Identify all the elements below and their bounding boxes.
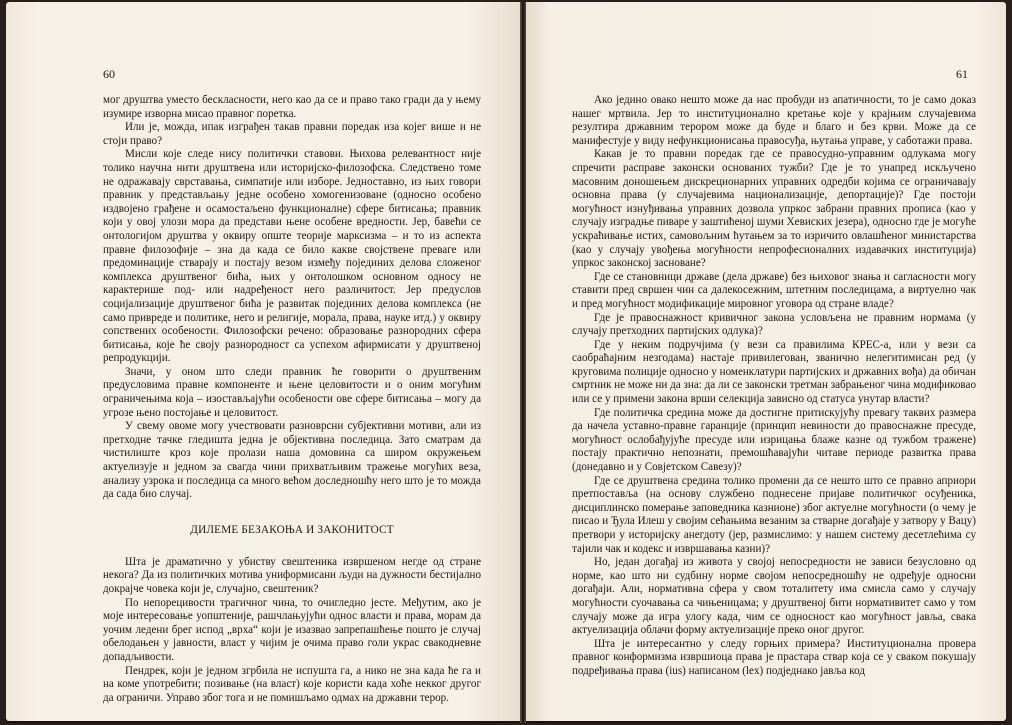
paragraph: По непорецивости трагичног чина, то очигледно јесте. Међутим, ако је моје интересовање уопштеније, рашчлањујући однос власти и права, морам да уочим ледени брег испод „врха“ који је изазвао запрепашћење пошто је случај обелодањен у јавности, власт у чијим је очима право голи украс свакодневне допадљивости.	[103, 596, 481, 663]
right-page	[526, 2, 1006, 721]
paragraph: Где је правоснажност кривичног закона условљена не правним нормама (у случају претходних партијских одлука)?	[572, 311, 976, 338]
paragraph: Пендрек, који је једном згрбила не испушта га, а нико не зна када ће га и на коме употребити; позивање (на власт) које користи када хоће некког другог да ограничи. Управо због тога и не помишљамо одмах на државни терор.	[103, 664, 481, 704]
paragraph: Или је, можда, ипак изграђен такав правни поредак иза којег више и не стоји право?	[103, 121, 481, 147]
paragraph: Значи, у оном што следи правник ће говорити о друштвеним предусловима правне компоненте и њене целовитости и о оним могућим ограничењима која – изостављајући особености ове сфере битисања – могу да угрозе њено постојање и целовитост.	[103, 365, 481, 419]
paragraph: Мисли које следе нису политички ставови. Њихова релевантност није толико научна нити друштвена или историјско-филозофска. Следствено томе не одражавају сврставања, симпатије или изборе. Једноставно, из њих говори правник у представљању једне особено хомогенизоване (односно особено издвојено грађене и осамостаљено функционалне) сфере битисања; правник који у овој улози мора да представи њене особене вредности. Јер, бавећи се онтологијом друштва у оквиру опште теорије марксизма – и то из аспекта правне филозофије – зна да када се било какве својствене преваге или предоминације стварају и постају везом између појединих делова сложеног комплекса друштвеног бића, њих у онтолошком основном односу не карактерише под- или надређеност него различитост. Јер предуслов социјализације друштвеног бића је развитак појединих делова комплекса (не само привреде и политике, него и религије, морала, права, науке итд.) у оквиру сопствених особености. Филозофски речено: образовање разнородних сфера битисања, које ће своју разнородност са успехом афирмисати у друштвеној репродукцији.	[103, 148, 481, 365]
page-number: 61	[956, 67, 968, 81]
left-page	[6, 2, 520, 721]
paragraph: Шта је интересантно у следу горњих примера? Институционална провера правног конформизма извршиоца права је прастара ствар која се у сваком покушају подређивања права (ius) написаном (lex) подједнако јавља код	[572, 637, 976, 677]
paragraph: Шта је драматично у убиству свештеника извршеном негде од стране некога? Да из политичких мотива униформисани људи на дужности бестијално докрајче човека који је, случајно, свештеник?	[103, 555, 481, 595]
paragraph: Где се становници државе (дела државе) без њиховог знања и сагласности могу ставити пред свршен чин са далекосежним, штетним последицама, а виртуелно чак и пред могућност модификације мировног уговора од стране владе?	[572, 270, 976, 310]
paragraph: У свему овоме могу учествовати разноврсни субјективни мотиви, али из претходне тачке гледишта једна је објективна последица. Зато сматрам да чистилиште кроз које пролази наша домовина са широм окружењем актуелизује и једном за свагда чини прихватљивим тражење могућих веза, анализу узрока и последица са много већом доследношћу него што је то можда да сада био случај.	[103, 420, 481, 501]
right-page-text	[572, 94, 976, 679]
page-number: 60	[103, 67, 115, 81]
paragraph: мог друштва уместо бескласности, него као да се и право тако гради да у њему изумире изворна мисао правног поретка.	[103, 94, 481, 120]
left-page-text	[103, 94, 481, 705]
paragraph: Ако једино овако нешто може да нас пробуди из апатичности, то је само доказ нашег мртвила. Јер то институционално кретање које у крајњим случајевима резултира државним терором може да буде и благо и без крви. Може да се манифестује у виду нефункционисања правосуђа, њутања управе, у саботажи права.	[572, 94, 976, 147]
book-spread	[6, 2, 1006, 723]
section-heading: ДИЛЕМЕ БЕЗАКОЊА И ЗАКОНИТОСТ	[190, 523, 394, 536]
paragraph: Где политичка средина може да достигне притискујућу превагу таквих размера да начела уставно-правне гаранције (принцип невиности до правоснажне пресуде, могућност ослобађујуће пресуде или изрицања блаже казне од тужбом тражене) постају практично непознати, премошћавајући читаве периоде развитка права (донедавно и у Совјетском Савезу)?	[572, 406, 976, 474]
paragraph: Какав је то правни поредак где се правосудно-управним одлукама могу спречити расправе законски основаних тужби? Где је то унапред искључено масовним доношењем дискреционарних управних одредби којима се ограничавају основна права (у случајевима национализације, депортације)? Где постоји могућност изнуђивања управних дозвола упркос забрани правних прописа (као у случају изградње пиваре у заштићеној шуми Хевиских језера), односно где је могуће ускраћивање истих, самовољним ћутањем за то изричито овлашћеног министарства (као у случају увођења могућности непрофесионалних издавачких институција) упркос законској засноване?	[572, 148, 976, 270]
paragraph: Но, један догађај из живота у својој непосредности не зависи безусловно од норме, као што ни судбину норме својом непосредношћу не одређује односни догађаји. Али, нормативна сфера у свом тоталитету има смисла само у случају могућности суочавања са чињеницама; у друштвеној бити нормативитет само у том случају може да игра улогу када, чим се односност као могућност јавља, свака актуелизација облачи форму актуелизације преко оног другог.	[572, 556, 976, 637]
paragraph: Где у неким подручјима (у вези са правилима КРЕС-а, или у вези са саобраћајним незгодама) настаје привилегован, званично нелегитимисан ред (у круговима полиције односно у номенклатури партијских и државних вођа) да обичан смртник не може ни да зна: да ли се законски третман забрањеног чина модификовао или се у примени закона врши селекција зависно од статуса унутар власти?	[572, 338, 976, 406]
paragraph: Где се друштвена средина толико промени да се нешто што се правно априори претпоставља (на основу службено поднесене пријаве политичког осуђеника, дисциплинско померање заповедника казнионе) због актуелне могућности (о чему је писао и Ђула Илеш у својим сећањима везаним за стварне догађаје у затвору у Вацу) претвори у историјску анегдоту (јер, размислимо: у нашем систему десетлећима су тајили чак и кодекс и извршавања казни)?	[572, 474, 976, 555]
